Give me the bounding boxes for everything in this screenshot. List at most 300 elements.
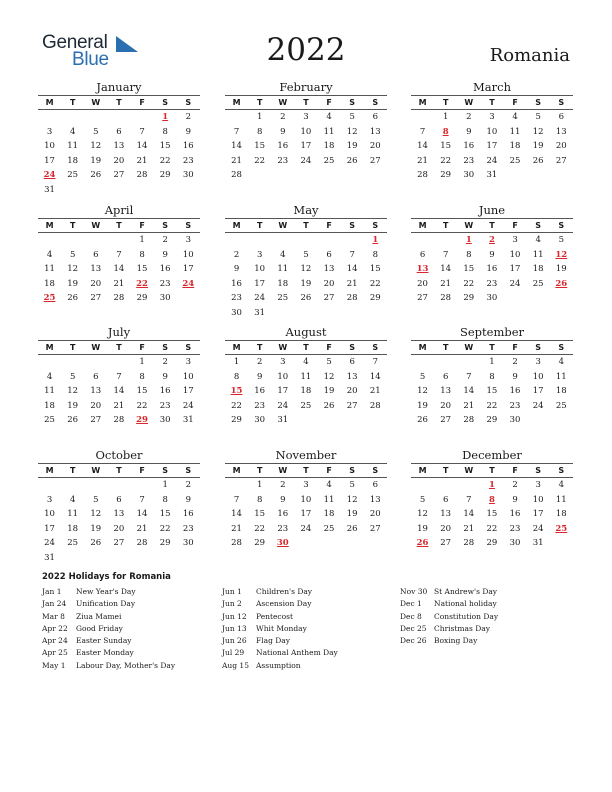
weekday-label: M xyxy=(232,98,241,107)
day-cell: 1 xyxy=(139,357,145,367)
logo-general-text: General xyxy=(42,32,108,53)
month-name: February xyxy=(279,80,333,94)
holiday-name: Easter Sunday xyxy=(76,636,132,646)
day-cell: 14 xyxy=(231,141,242,152)
week-row xyxy=(411,370,573,385)
day-cell: 2 xyxy=(280,480,286,490)
holiday-date: Mar 8 xyxy=(42,611,65,621)
day-cell: 23 xyxy=(159,278,171,289)
day-cell: 8 xyxy=(162,126,168,137)
empty-day xyxy=(271,233,294,248)
holiday-day: 8 xyxy=(442,126,449,137)
week-row xyxy=(38,493,200,508)
weekday-label: S xyxy=(372,221,379,230)
day-cell: 30 xyxy=(509,538,521,549)
weekday-header xyxy=(225,96,387,110)
day-cell: 3 xyxy=(46,494,53,505)
day-cell: 26 xyxy=(323,400,335,411)
day-cell: 4 xyxy=(303,357,309,367)
empty-day xyxy=(248,233,271,248)
holiday-name: Assumption xyxy=(256,660,301,670)
week-row xyxy=(38,399,200,414)
day-cell: 2 xyxy=(512,480,518,490)
day-cell: 30 xyxy=(254,415,266,426)
holiday-day: 26 xyxy=(555,278,568,289)
day-cell: 26 xyxy=(90,170,102,181)
day-cell: 23 xyxy=(231,293,242,304)
weekday-label: S xyxy=(558,98,565,107)
day-cell: 16 xyxy=(463,141,475,152)
day-cell: 21 xyxy=(463,523,475,534)
day-cell: 24 xyxy=(44,538,55,549)
holiday-name: National holiday xyxy=(434,599,497,609)
day-cell: 26 xyxy=(67,415,79,426)
day-cell: 10 xyxy=(277,371,289,382)
holiday-day: 1 xyxy=(488,480,495,490)
day-cell: 1 xyxy=(233,357,240,367)
empty-day xyxy=(318,168,341,183)
day-cell: 12 xyxy=(417,386,428,397)
day-cell: 13 xyxy=(369,126,381,137)
day-cell: 3 xyxy=(303,480,309,490)
weekday-label: S xyxy=(535,466,542,475)
month-2 xyxy=(411,80,573,183)
weekday-label: M xyxy=(418,221,427,230)
month-6 xyxy=(38,325,200,428)
day-cell: 16 xyxy=(509,509,521,520)
month-1 xyxy=(225,80,387,183)
day-cell: 27 xyxy=(323,293,335,304)
day-cell: 21 xyxy=(136,523,148,534)
holiday-name: National Anthem Day xyxy=(256,648,338,658)
day-cell: 7 xyxy=(139,126,145,137)
day-cell: 7 xyxy=(372,357,379,367)
month-10 xyxy=(225,448,387,551)
holiday-day: 22 xyxy=(136,278,148,289)
day-cell: 12 xyxy=(346,494,358,505)
week-row xyxy=(38,139,200,154)
day-cell: 28 xyxy=(417,170,428,181)
day-cell: 8 xyxy=(139,249,145,260)
weekday-label: S xyxy=(349,343,356,352)
week-row xyxy=(225,536,387,551)
day-cell: 17 xyxy=(277,386,289,397)
day-cell: 11 xyxy=(323,494,335,505)
empty-day xyxy=(294,168,317,183)
day-cell: 24 xyxy=(486,155,498,166)
empty-day xyxy=(225,110,248,125)
weekday-label: T xyxy=(69,466,76,475)
empty-day xyxy=(457,355,480,370)
day-cell: 8 xyxy=(489,371,495,382)
day-cell: 20 xyxy=(440,400,452,411)
weekday-label: W xyxy=(464,98,474,107)
holiday-day: 1 xyxy=(465,235,472,245)
holiday-name: New Year's Day xyxy=(76,587,136,596)
day-cell: 20 xyxy=(113,155,125,166)
day-cell: 28 xyxy=(440,293,452,304)
day-cell: 24 xyxy=(532,400,544,411)
day-cell: 14 xyxy=(113,386,125,397)
day-cell: 13 xyxy=(90,264,102,275)
week-row xyxy=(225,291,387,306)
empty-day xyxy=(84,551,107,566)
day-cell: 7 xyxy=(419,126,426,137)
day-cell: 14 xyxy=(136,509,148,520)
day-cell: 29 xyxy=(369,293,381,304)
day-cell: 4 xyxy=(46,249,53,260)
day-cell: 8 xyxy=(162,494,168,505)
day-cell: 9 xyxy=(489,249,495,260)
weekday-label: T xyxy=(489,221,495,230)
day-cell: 10 xyxy=(44,509,55,520)
weekday-label: W xyxy=(464,466,474,475)
day-cell: 21 xyxy=(113,400,125,411)
day-cell: 25 xyxy=(532,278,544,289)
week-row xyxy=(225,277,387,292)
day-cell: 11 xyxy=(67,509,79,520)
day-cell: 4 xyxy=(535,235,541,245)
week-row xyxy=(225,522,387,537)
weekday-label: F xyxy=(512,98,518,107)
week-row xyxy=(411,413,573,428)
week-row xyxy=(38,125,200,140)
week-row xyxy=(225,154,387,169)
empty-day xyxy=(550,536,573,551)
day-cell: 18 xyxy=(44,278,55,289)
holiday-item xyxy=(400,586,498,598)
day-cell: 3 xyxy=(535,357,541,367)
weekday-header xyxy=(225,464,387,478)
week-row xyxy=(225,370,387,385)
holiday-day: 1 xyxy=(372,235,379,245)
weekday-header xyxy=(38,341,200,355)
day-cell: 21 xyxy=(440,278,452,289)
day-cell: 5 xyxy=(419,371,426,382)
empty-day xyxy=(364,536,387,551)
holiday-name: Pentecost xyxy=(256,611,294,621)
empty-day xyxy=(504,291,527,306)
day-cell: 28 xyxy=(136,170,148,181)
day-cell: 28 xyxy=(231,538,242,549)
day-cell: 6 xyxy=(372,480,379,490)
weekday-label: S xyxy=(162,466,169,475)
day-cell: 7 xyxy=(233,494,240,505)
empty-day xyxy=(434,355,457,370)
day-cell: 16 xyxy=(182,509,194,520)
day-cell: 26 xyxy=(346,523,358,534)
day-cell: 3 xyxy=(280,357,286,367)
weekday-label: T xyxy=(69,343,76,352)
empty-day xyxy=(84,355,107,370)
empty-day xyxy=(61,110,84,125)
day-cell: 17 xyxy=(254,278,266,289)
day-cell: 7 xyxy=(466,371,472,382)
day-cell: 14 xyxy=(346,264,358,275)
week-row xyxy=(225,248,387,263)
holiday-item xyxy=(400,611,498,623)
day-cell: 30 xyxy=(509,415,521,426)
day-cell: 7 xyxy=(442,249,449,260)
holiday-date: Aug 15 xyxy=(222,660,249,670)
weekday-label: S xyxy=(185,343,192,352)
empty-day xyxy=(504,168,527,183)
week-row xyxy=(411,493,573,508)
day-cell: 5 xyxy=(349,480,355,490)
day-cell: 17 xyxy=(44,523,55,534)
holiday-name: Boxing Day xyxy=(434,636,478,646)
weekday-label: M xyxy=(45,98,54,107)
week-row xyxy=(411,154,573,169)
week-row xyxy=(411,384,573,399)
day-cell: 27 xyxy=(369,523,381,534)
day-cell: 20 xyxy=(369,509,381,520)
day-cell: 28 xyxy=(369,400,381,411)
day-cell: 22 xyxy=(440,155,452,166)
day-cell: 9 xyxy=(280,494,286,505)
holiday-item xyxy=(42,611,175,623)
month-0 xyxy=(38,80,200,198)
weekday-label: F xyxy=(326,221,332,230)
week-row xyxy=(411,536,573,551)
weekday-label: T xyxy=(303,466,309,475)
day-cell: 8 xyxy=(139,371,145,382)
week-row xyxy=(225,399,387,414)
day-cell: 25 xyxy=(277,293,289,304)
holiday-name: Good Friday xyxy=(76,623,123,633)
country-name: Romania xyxy=(489,45,570,66)
empty-day xyxy=(364,306,387,321)
day-cell: 4 xyxy=(69,494,76,505)
day-cell: 24 xyxy=(182,400,194,411)
weekday-header xyxy=(225,219,387,233)
day-cell: 28 xyxy=(463,538,475,549)
day-cell: 12 xyxy=(90,509,102,520)
holiday-date: Nov 30 xyxy=(400,587,428,596)
day-cell: 13 xyxy=(369,494,381,505)
day-cell: 25 xyxy=(67,170,79,181)
day-cell: 2 xyxy=(233,249,240,260)
day-cell: 3 xyxy=(535,480,541,490)
week-row xyxy=(38,168,200,183)
day-cell: 5 xyxy=(558,235,565,245)
day-cell: 29 xyxy=(486,415,498,426)
day-cell: 16 xyxy=(277,141,289,152)
day-cell: 13 xyxy=(555,126,567,137)
weekday-label: T xyxy=(116,343,122,352)
day-cell: 27 xyxy=(369,155,381,166)
weekday-label: T xyxy=(256,343,263,352)
weekday-label: S xyxy=(185,466,192,475)
week-row xyxy=(38,110,200,125)
day-cell: 4 xyxy=(280,249,286,260)
empty-day xyxy=(154,551,177,566)
weekday-label: T xyxy=(69,221,76,230)
day-cell: 2 xyxy=(162,235,168,245)
day-cell: 18 xyxy=(67,523,79,534)
day-cell: 12 xyxy=(90,141,102,152)
week-row xyxy=(225,262,387,277)
weekday-header xyxy=(411,96,573,110)
weekday-label: M xyxy=(232,343,241,352)
weekday-label: T xyxy=(442,343,449,352)
empty-day xyxy=(131,110,154,125)
logo-triangle-icon xyxy=(114,36,138,52)
day-cell: 27 xyxy=(440,415,452,426)
week-row xyxy=(225,355,387,370)
week-row xyxy=(411,110,573,125)
empty-day xyxy=(61,233,84,248)
day-cell: 31 xyxy=(44,552,55,563)
day-cell: 15 xyxy=(486,509,498,520)
day-cell: 18 xyxy=(509,141,521,152)
week-row xyxy=(411,277,573,292)
day-cell: 23 xyxy=(254,400,266,411)
weekday-label: T xyxy=(116,466,122,475)
empty-day xyxy=(84,110,107,125)
day-cell: 16 xyxy=(159,264,171,275)
day-cell: 19 xyxy=(532,141,544,152)
day-cell: 10 xyxy=(300,126,312,137)
empty-day xyxy=(550,168,573,183)
day-cell: 26 xyxy=(346,155,358,166)
day-cell: 22 xyxy=(486,400,498,411)
month-8 xyxy=(411,325,573,428)
empty-day xyxy=(107,183,130,198)
holiday-item xyxy=(42,598,175,610)
logo xyxy=(42,32,142,72)
day-cell: 11 xyxy=(67,141,79,152)
day-cell: 14 xyxy=(231,509,242,520)
empty-day xyxy=(318,233,341,248)
day-cell: 15 xyxy=(486,386,498,397)
day-cell: 23 xyxy=(486,278,498,289)
day-cell: 24 xyxy=(300,155,312,166)
holiday-name: Ziua Mamei xyxy=(76,611,122,621)
empty-day xyxy=(225,233,248,248)
day-cell: 14 xyxy=(440,264,452,275)
day-cell: 11 xyxy=(300,371,312,382)
empty-day xyxy=(61,183,84,198)
day-cell: 30 xyxy=(231,307,242,318)
week-row xyxy=(38,478,200,493)
holiday-item xyxy=(42,623,175,635)
day-cell: 6 xyxy=(116,494,122,505)
weekday-header xyxy=(38,219,200,233)
weekday-label: M xyxy=(45,466,54,475)
week-row xyxy=(411,507,573,522)
weekday-label: M xyxy=(232,466,241,475)
holiday-date: Apr 22 xyxy=(42,623,68,633)
month-name: June xyxy=(478,203,506,217)
day-cell: 9 xyxy=(512,371,518,382)
day-cell: 6 xyxy=(349,357,355,367)
week-row xyxy=(225,139,387,154)
day-cell: 6 xyxy=(558,112,565,122)
day-cell: 14 xyxy=(463,386,475,397)
holiday-day: 25 xyxy=(43,293,56,304)
day-cell: 19 xyxy=(90,523,102,534)
day-cell: 30 xyxy=(463,170,475,181)
weekday-label: W xyxy=(464,221,474,230)
week-row xyxy=(225,125,387,140)
day-cell: 4 xyxy=(558,357,565,367)
holiday-name: Labour Day, Mother's Day xyxy=(76,660,176,670)
week-row xyxy=(38,154,200,169)
day-cell: 6 xyxy=(93,249,99,260)
weekday-label: F xyxy=(512,343,518,352)
holiday-name: Whit Monday xyxy=(256,623,307,633)
day-cell: 11 xyxy=(555,371,567,382)
holiday-day: 1 xyxy=(162,112,169,122)
logo-blue-text: Blue xyxy=(72,49,109,70)
holiday-date: Dec 25 xyxy=(400,623,427,633)
empty-day xyxy=(38,233,61,248)
day-cell: 2 xyxy=(512,357,518,367)
day-cell: 28 xyxy=(231,170,242,181)
weekday-label: T xyxy=(489,466,495,475)
empty-day xyxy=(38,478,61,493)
day-cell: 13 xyxy=(323,264,335,275)
day-cell: 3 xyxy=(185,235,192,245)
empty-day xyxy=(341,536,364,551)
day-cell: 18 xyxy=(44,400,55,411)
weekday-label: S xyxy=(372,343,379,352)
empty-day xyxy=(411,355,434,370)
day-cell: 2 xyxy=(185,112,192,122)
day-cell: 27 xyxy=(417,293,428,304)
weekday-label: M xyxy=(418,98,427,107)
day-cell: 17 xyxy=(532,386,544,397)
day-cell: 16 xyxy=(159,386,171,397)
day-cell: 29 xyxy=(254,538,266,549)
day-cell: 30 xyxy=(486,293,498,304)
day-cell: 22 xyxy=(486,523,498,534)
weekday-label: W xyxy=(91,98,101,107)
holiday-item xyxy=(222,660,338,672)
day-cell: 30 xyxy=(159,293,171,304)
week-row xyxy=(225,168,387,183)
day-cell: 18 xyxy=(555,386,567,397)
day-cell: 21 xyxy=(136,155,148,166)
day-cell: 17 xyxy=(532,509,544,520)
day-cell: 19 xyxy=(555,264,567,275)
weekday-label: F xyxy=(139,98,145,107)
weekday-label: S xyxy=(349,98,356,107)
weekday-header xyxy=(411,341,573,355)
day-cell: 15 xyxy=(159,141,171,152)
empty-day xyxy=(318,413,341,428)
day-cell: 21 xyxy=(369,386,381,397)
weekday-label: S xyxy=(349,466,356,475)
weekday-label: M xyxy=(232,221,241,230)
day-cell: 17 xyxy=(509,264,521,275)
day-cell: 15 xyxy=(440,141,452,152)
weekday-header xyxy=(411,464,573,478)
week-row xyxy=(225,478,387,493)
day-cell: 23 xyxy=(277,523,289,534)
holiday-date: Dec 8 xyxy=(400,611,422,621)
empty-day xyxy=(411,478,434,493)
week-row xyxy=(38,536,200,551)
day-cell: 16 xyxy=(231,278,242,289)
day-cell: 10 xyxy=(532,494,544,505)
weekday-header xyxy=(38,96,200,110)
day-cell: 24 xyxy=(300,523,312,534)
day-cell: 16 xyxy=(254,386,266,397)
day-cell: 5 xyxy=(69,371,76,382)
day-cell: 26 xyxy=(300,293,312,304)
